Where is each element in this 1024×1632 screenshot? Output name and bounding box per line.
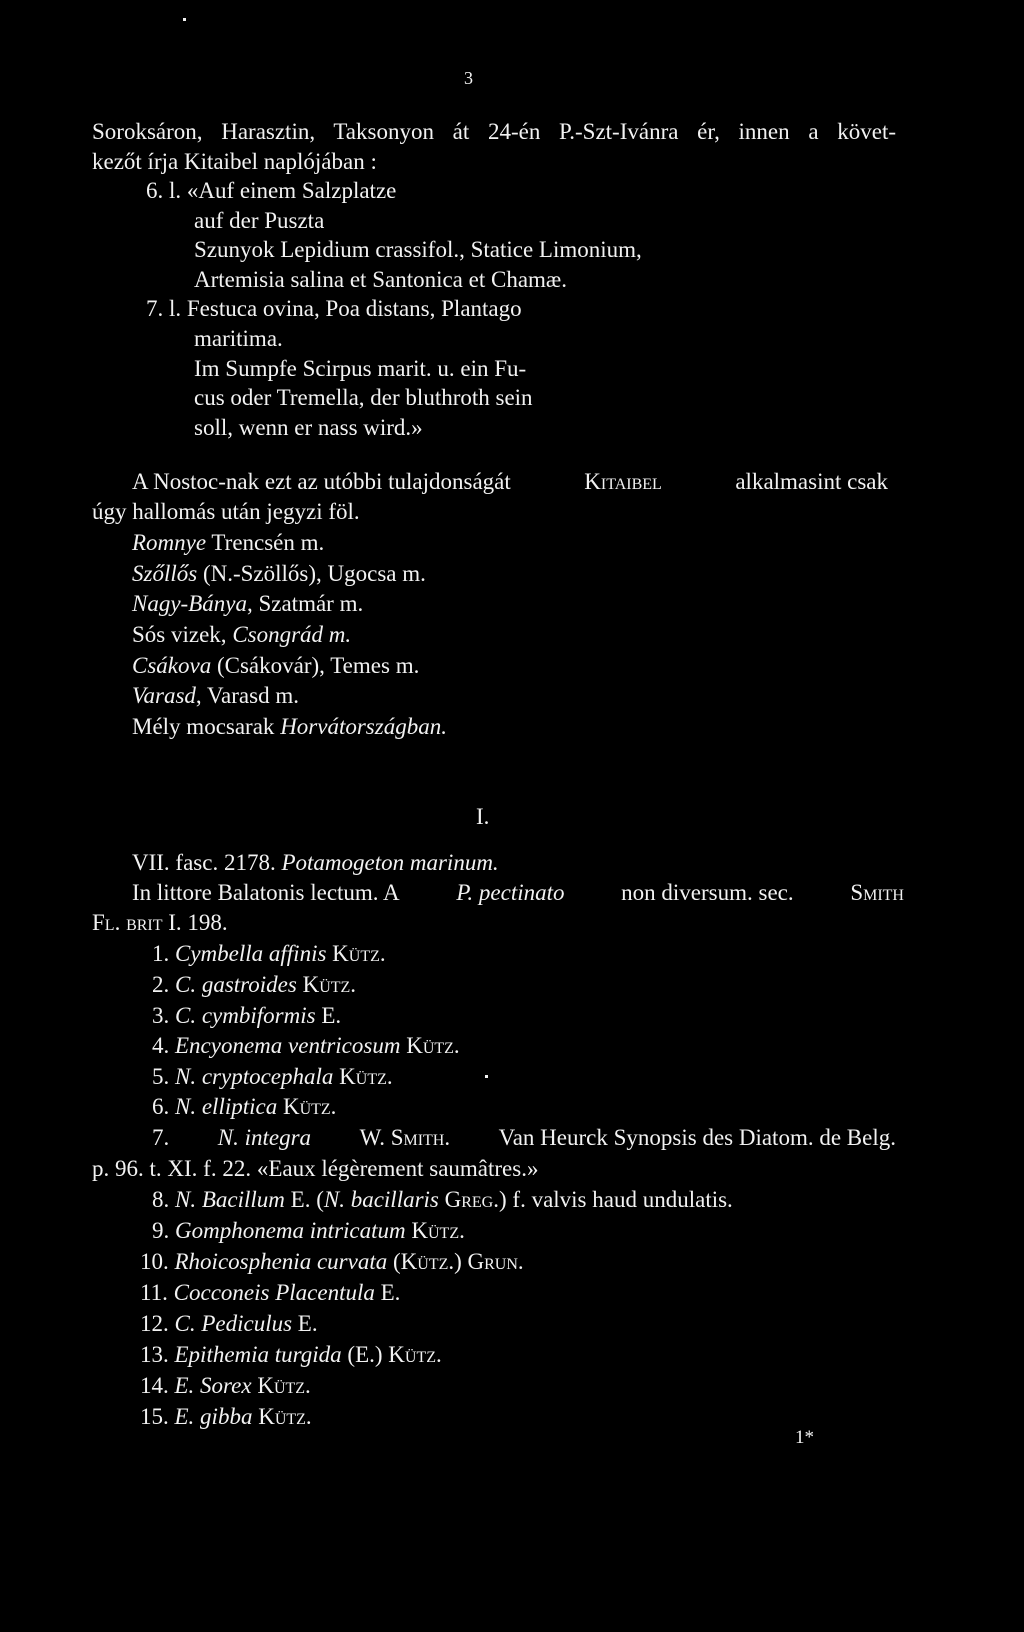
nostoc-line-2: úgy hallomás után jegyzi föl. bbox=[92, 499, 360, 524]
diatom-item: 13. Epithemia turgida (E.) Kütz. bbox=[140, 1342, 442, 1367]
print-speck bbox=[183, 18, 186, 21]
quote-line: Im Sumpfe Scirpus marit. u. ein Fu- bbox=[194, 356, 527, 381]
diatom-item: 4. Encyonema ventricosum Kütz. bbox=[152, 1033, 460, 1058]
littore-line-2: Fl. brit I. 198. bbox=[92, 910, 228, 935]
nostoc-text-after: alkalmasint csak bbox=[735, 469, 888, 494]
diatom-item: 1. Cymbella affinis Kütz. bbox=[152, 941, 386, 966]
diatom-item: 15. E. gibba Kütz. bbox=[140, 1404, 312, 1429]
quote-line: Szunyok Lepidium crassifol., Statice Limonium, bbox=[194, 237, 642, 262]
quote-line: 6. l. «Auf einem Salzplatze bbox=[146, 178, 397, 203]
diatom-item: 5. N. cryptocephala Kütz. bbox=[152, 1064, 393, 1089]
place-item: Nagy-Bánya, Szatmár m. bbox=[132, 591, 364, 616]
quote-line: maritima. bbox=[194, 326, 283, 351]
species-heading: VII. fasc. 2178. Potamogeton marinum. bbox=[132, 850, 499, 875]
diatom-item-7: 7. N. integra W. Smith. Van Heurck Synopsis des Diatom. de Belg. bbox=[152, 1125, 896, 1150]
signature-mark: 1* bbox=[795, 1427, 814, 1448]
diatom-item: 14. E. Sorex Kütz. bbox=[140, 1373, 311, 1398]
diatom-item: 11. Cocconeis Placentula E. bbox=[140, 1280, 401, 1305]
place-item: Varasd, Varasd m. bbox=[132, 683, 299, 708]
print-speck bbox=[485, 1075, 488, 1078]
place-item: Sós vizek, Csongrád m. bbox=[132, 622, 352, 647]
diatom-item: 3. C. cymbiformis E. bbox=[152, 1003, 342, 1028]
diatom-item: 8. N. Bacillum E. (N. bacillaris Greg.) f. valvis haud undulatis. bbox=[152, 1187, 733, 1212]
quote-line: soll, wenn er nass wird.» bbox=[194, 415, 423, 440]
nostoc-text-before: A Nostoc-nak ezt az utóbbi tulajdonságát bbox=[132, 469, 511, 494]
diatom-item: 6. N. elliptica Kütz. bbox=[152, 1094, 337, 1119]
intro-line-1: Soroksáron, Harasztin, Taksonyon át 24-én P.-Szt-Ivánra ér, innen a követ- bbox=[92, 119, 896, 144]
author-name: Kitaibel bbox=[584, 469, 662, 494]
diatom-item: 10. Rhoicosphenia curvata (Kütz.) Grun. bbox=[140, 1249, 524, 1274]
diatom-item: 2. C. gastroides Kütz. bbox=[152, 972, 357, 997]
diatom-item: 9. Gomphonema intricatum Kütz. bbox=[152, 1218, 465, 1243]
place-item: Szőllős (N.-Szöllős), Ugocsa m. bbox=[132, 561, 426, 586]
section-numeral: I. bbox=[476, 804, 490, 829]
quote-line: cus oder Tremella, der bluthroth sein bbox=[194, 385, 533, 410]
place-item: Romnye Trencsén m. bbox=[132, 530, 325, 555]
diatom-item: 12. C. Pediculus E. bbox=[140, 1311, 318, 1336]
intro-line-2: kezőt írja Kitaibel naplójában : bbox=[92, 149, 377, 174]
quote-line: auf der Puszta bbox=[194, 208, 325, 233]
place-item: Csákova (Csákovár), Temes m. bbox=[132, 653, 420, 678]
quote-line: Artemisia salina et Santonica et Chamæ. bbox=[194, 267, 568, 292]
page-number: 3 bbox=[464, 68, 473, 88]
place-item: Mély mocsarak Horvátországban. bbox=[132, 714, 447, 739]
diatom-item-7-continued: p. 96. t. XI. f. 22. «Eaux légèrement saumâtres.» bbox=[92, 1156, 539, 1181]
littore-line-1: In littore Balatonis lectum. A P. pectinato non diversum. sec. Smith bbox=[132, 880, 904, 905]
nostoc-line-1 bbox=[132, 468, 888, 496]
quote-line: 7. l. Festuca ovina, Poa distans, Plantago bbox=[146, 296, 522, 321]
